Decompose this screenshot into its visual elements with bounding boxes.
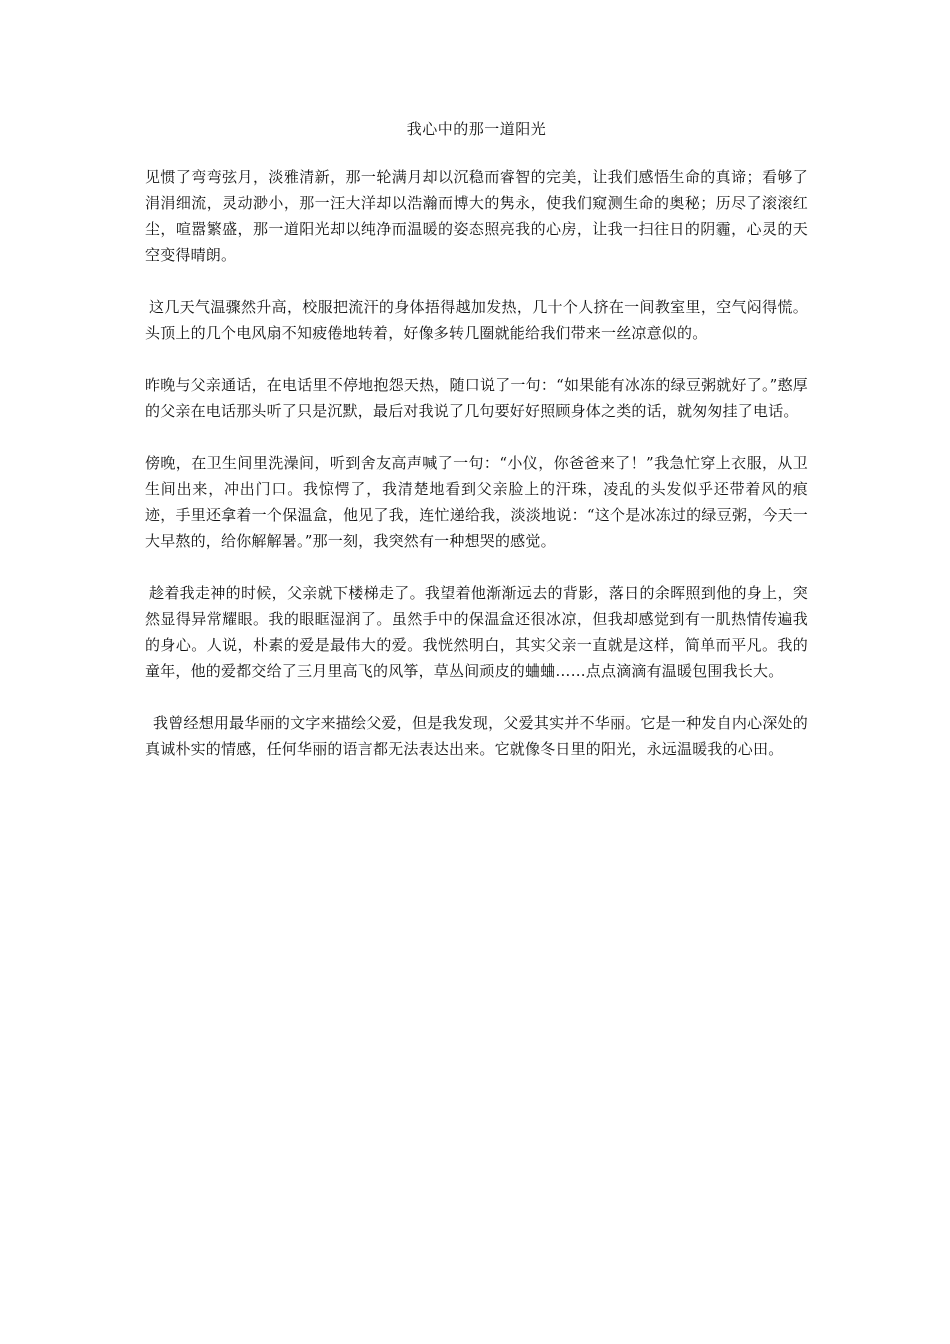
- paragraph-5: 趁着我走神的时候，父亲就下楼梯走了。我望着他渐渐远去的背影，落日的余晖照到他的身上，突然显得异常耀眼。我的眼眶湿润了。虽然手中的保温盒还很冰凉，但我却感觉到有一肌热情传遍我的身心。人说，朴素的爱是最伟大的爱。我恍然明白，其实父亲一直就是这样，简单而平凡。我的童年，他的爱都交给了三月里高飞的风筝，草丛间顽皮的蛐蛐……点点滴滴有温暖包围我长大。: [145, 584, 808, 680]
- document-page: [145, 116, 808, 788]
- paragraph-6: 我曾经想用最华丽的文字来描绘父爱，但是我发现，父爱其实并不华丽。它是一种发自内心深处的真诚朴实的情感，任何华丽的语言都无法表达出来。它就像冬日里的阳光，永远温暖我的心田。: [145, 714, 808, 758]
- paragraph-2: 这几天气温骤然升高，校服把流汗的身体捂得越加发热，几十个人挤在一间教室里，空气闷得慌。头顶上的几个电风扇不知疲倦地转着，好像多转几圈就能给我们带来一丝凉意似的。: [145, 298, 808, 342]
- document-title: 我心中的那一道阳光: [406, 120, 547, 138]
- paragraph-3: 昨晚与父亲通话，在电话里不停地抱怨天热，随口说了一句：“如果能有冰冻的绿豆粥就好了。”憨厚的父亲在电话那头听了只是沉默，最后对我说了几句要好好照顾身体之类的话，就匆匆挂了电话。: [145, 376, 808, 420]
- paragraph-1: 见惯了弯弯弦月，淡雅清新，那一轮满月却以沉稳而睿智的完美，让我们感悟生命的真谛；看够了涓涓细流，灵动渺小，那一汪大洋却以浩瀚而博大的隽永，使我们窥测生命的奥秘；历尽了滚滚红尘，喧嚣繁盛，那一道阳光却以纯净而温暖的姿态照亮我的心房，让我一扫往日的阴霾，心灵的天空变得晴朗。: [145, 168, 808, 264]
- paragraph-4: 傍晚，在卫生间里洗澡间，听到舍友高声喊了一句：“小仪，你爸爸来了！”我急忙穿上衣服，从卫生间出来，冲出门口。我惊愕了，我清楚地看到父亲脸上的汗珠，凌乱的头发似乎还带着风的痕迹，手里还拿着一个保温盒，他见了我，连忙递给我，淡淡地说：“这个是冰冻过的绿豆粥，今天一大早熬的，给你解解暑。”那一刻，我突然有一种想哭的感觉。: [145, 454, 808, 550]
